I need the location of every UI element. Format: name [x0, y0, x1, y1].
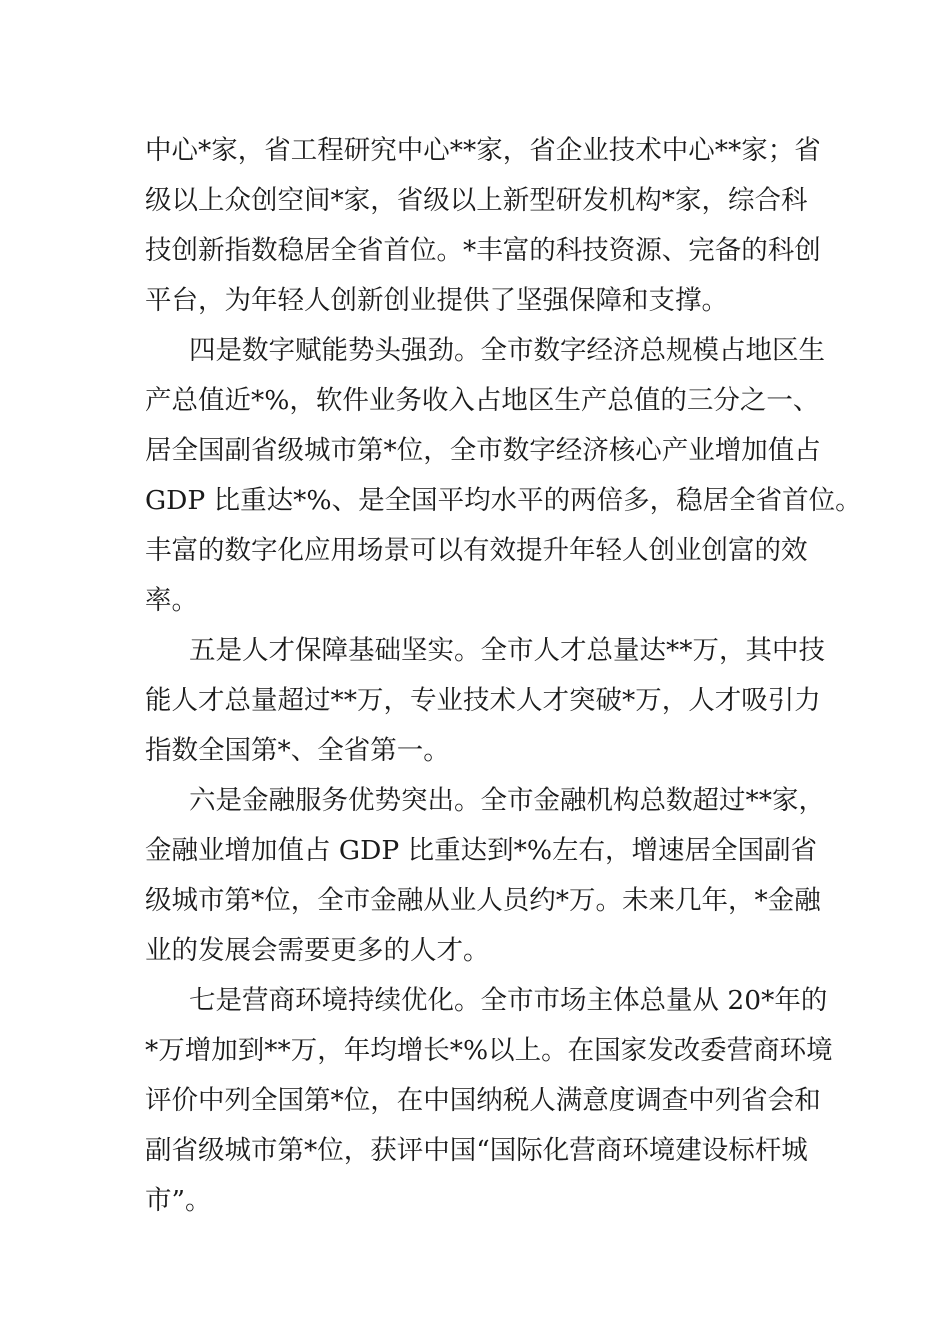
- text-line: 七是营商环境持续优化。全市市场主体总量从 20*年的: [189, 985, 828, 1016]
- text-line: 评价中列全国第*位，在中国纳税人满意度调查中列省会和: [145, 1085, 821, 1116]
- paragraph-continued-innovation: [145, 126, 821, 326]
- text-line: 级城市第*位，全市金融从业人员约*万。未来几年，*金融: [145, 885, 821, 916]
- text-line: 五是人才保障基础坚实。全市人才总量达**万，其中技: [189, 635, 825, 666]
- paragraph-financial-services: [145, 776, 825, 976]
- text-line: 能人才总量超过**万，专业技术人才突破*万，人才吸引力: [145, 685, 821, 716]
- text-line: 六是金融服务优势突出。全市金融机构总数超过**家，: [189, 785, 825, 816]
- text-line: 居全国副省级城市第*位，全市数字经济核心产业增加值占: [145, 435, 821, 466]
- text-line: 级以上众创空间*家，省级以上新型研发机构*家，综合科: [145, 185, 808, 216]
- text-line: GDP 比重达*%、是全国平均水平的两倍多，稳居全省首位。: [145, 485, 862, 516]
- text-line: 平台，为年轻人创新创业提供了坚强保障和支撑。: [145, 285, 728, 316]
- text-line: 业的发展会需要更多的人才。: [145, 935, 490, 966]
- text-line: 金融业增加值占 GDP 比重达到*%左右，增速居全国副省: [145, 835, 818, 866]
- text-line: 指数全国第*、全省第一。: [145, 735, 450, 766]
- text-line: 中心*家，省工程研究中心**家，省企业技术中心**家；省: [145, 135, 821, 166]
- text-line: 四是数字赋能势头强劲。全市数字经济总规模占地区生: [189, 335, 825, 366]
- paragraph-business-environment: [145, 976, 833, 1226]
- document-body: [145, 126, 862, 1226]
- text-line: 率。: [145, 585, 198, 616]
- text-line: *万增加到**万，年均增长*%以上。在国家发改委营商环境: [145, 1035, 833, 1066]
- paragraph-digital-empowerment: [145, 326, 862, 626]
- text-line: 副省级城市第*位，获评中国“国际化营商环境建设标杆城: [145, 1135, 808, 1166]
- text-line: 产总值近*%，软件业务收入占地区生产总值的三分之一、: [145, 385, 820, 416]
- paragraph-talent-support: [145, 626, 825, 776]
- text-line: 技创新指数稳居全省首位。*丰富的科技资源、完备的科创: [145, 235, 821, 266]
- text-line: 丰富的数字化应用场景可以有效提升年轻人创业创富的效: [145, 535, 808, 566]
- text-line: 市”。: [145, 1185, 212, 1216]
